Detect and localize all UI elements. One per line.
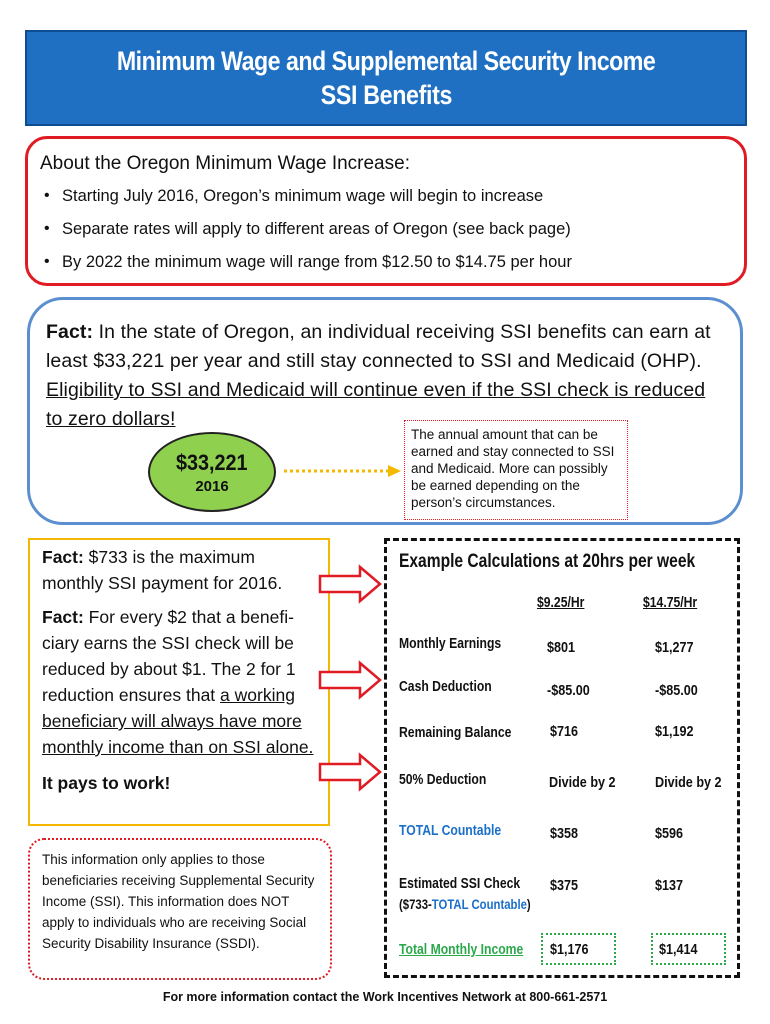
- fact-left-box: [28, 538, 330, 826]
- row-value: $596: [655, 825, 684, 842]
- row-value: Divide by 2: [655, 774, 722, 791]
- row-value: $716: [550, 723, 579, 740]
- col-header-2: $14.75/Hr: [643, 595, 698, 611]
- row-value: -$85.00: [655, 682, 698, 699]
- row-value: $375: [550, 877, 579, 894]
- about-box: [25, 136, 747, 286]
- row-value: $1,176: [550, 941, 589, 958]
- fact-underlined: Eligibility to SSI and Medicaid will continue even if the SSI check is reduced to zero dollars!: [46, 379, 706, 430]
- row-value: $137: [655, 877, 684, 894]
- row-label: Remaining Balance: [399, 725, 512, 741]
- row-value: $1,277: [655, 639, 694, 656]
- fact-payment: [42, 544, 318, 596]
- row-label: Cash Deduction: [399, 679, 492, 695]
- example-calculations: [384, 538, 740, 978]
- fact-reduction-text: For every $2 that a benefi-ciary earns the SSI check will be reduced by about $1. The 2 for 1 reduction ensures that: [42, 607, 296, 705]
- fact-payment-text: $733 is the maximum monthly SSI payment for 2016.: [42, 547, 283, 593]
- amount-value: $33,221: [176, 449, 248, 475]
- fact-box: [27, 297, 743, 525]
- red-arrow-icon: [318, 752, 382, 792]
- fact-label: Fact:: [42, 547, 84, 567]
- about-heading: About the Oregon Minimum Wage Increase:: [40, 153, 410, 174]
- red-arrow-icon: [318, 660, 382, 700]
- calc-title: Example Calculations at 20hrs per week: [399, 551, 696, 572]
- row-sublabel: [399, 897, 531, 912]
- footer-contact: For more information contact the Work Incentives Network at 800-661-2571: [162, 990, 608, 1004]
- row-value: $358: [550, 825, 579, 842]
- fact-reduction-underlined: a working beneficiary will always have more monthly income than on SSI alone.: [42, 685, 314, 757]
- row-label: Estimated SSI Check: [399, 876, 521, 892]
- red-arrow-icon: [318, 564, 382, 604]
- amount-circle: [148, 432, 276, 512]
- row-label: TOTAL Countable: [399, 823, 502, 839]
- dotted-arrow-icon: [282, 464, 402, 478]
- amount-year: 2016: [195, 477, 229, 495]
- fact-label: Fact:: [42, 607, 84, 627]
- annual-note: The annual amount that can be earned and stay connected to SSI and Medicaid. More can possibly be earned depending on the person’s circumstances.: [404, 420, 628, 520]
- sublabel-prefix: ($733-: [399, 897, 432, 912]
- row-label: Monthly Earnings: [399, 636, 502, 652]
- row-value: Divide by 2: [549, 774, 616, 791]
- sublabel-blue: TOTAL Countable: [431, 897, 527, 912]
- col-header-1: $9.25/Hr: [537, 595, 585, 611]
- page-title: Minimum Wage and Supplemental Security Income: [116, 46, 656, 76]
- list-item: • By 2022 the minimum wage will range from $12.50 to $14.75 per hour: [40, 253, 732, 286]
- fact-body: In the state of Oregon, an individual receiving SSI benefits can earn at least $33,221 per year and still stay connected to SSI and Medicaid (OHP).: [46, 321, 711, 372]
- row-label: Total Monthly Income: [399, 942, 524, 958]
- sublabel-suffix: ): [526, 897, 531, 912]
- title-banner: [25, 30, 747, 126]
- pays-to-work: It pays to work!: [42, 773, 171, 793]
- row-value: $1,192: [655, 723, 694, 740]
- fact-main-text: [46, 318, 724, 434]
- list-item: • Separate rates will apply to different areas of Oregon (see back page): [40, 220, 732, 253]
- about-list: [40, 187, 732, 286]
- row-value: $801: [547, 639, 576, 656]
- ssi-info-box: This information only applies to those beneficiaries receiving Supplemental Security Income (SSI). This information does NOT apply to individuals who are receiving Social Security Disability Insurance (SSDI).: [28, 838, 332, 980]
- row-value: -$85.00: [547, 682, 590, 699]
- list-item: • Starting July 2016, Oregon’s minimum wage will begin to increase: [40, 187, 732, 220]
- row-label: 50% Deduction: [399, 772, 487, 788]
- fact-label: Fact:: [46, 321, 94, 343]
- row-value: $1,414: [659, 941, 698, 958]
- page-subtitle: SSI Benefits: [320, 80, 452, 110]
- fact-reduction: [42, 604, 318, 760]
